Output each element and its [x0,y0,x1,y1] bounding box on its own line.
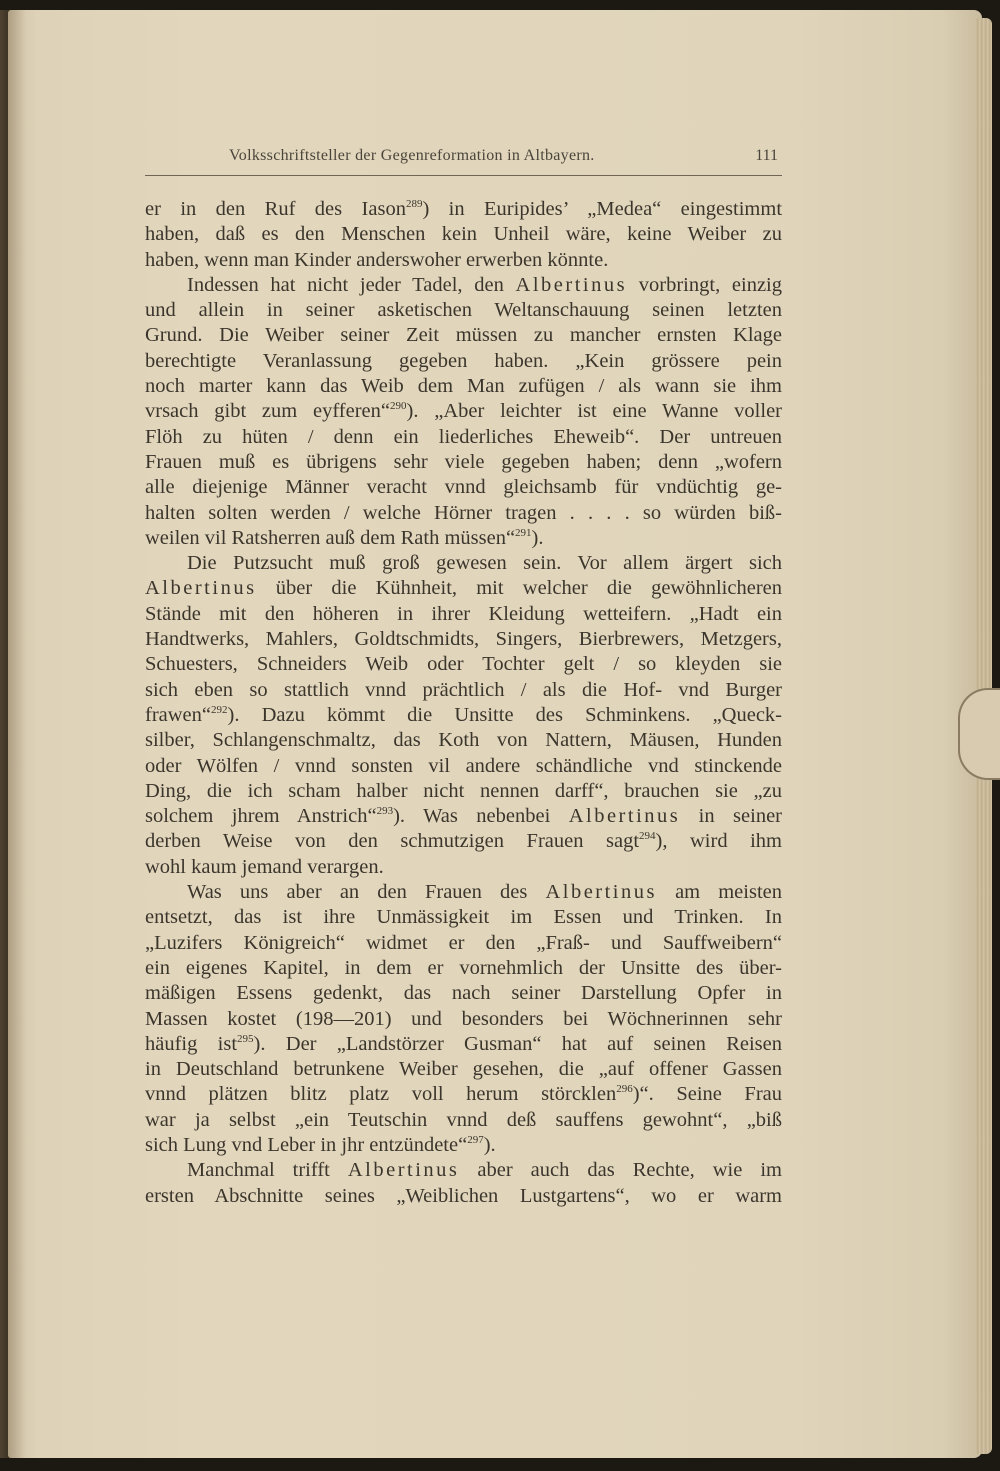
spaced-name: Albertinus [568,805,681,828]
line-text: weilen vil Ratsherren auß dem Rath müssen“ [145,526,516,549]
line-text: Flöh zu hüten / denn ein liederliches Eheweib“. Der untreuen [145,425,782,448]
text-line [145,298,782,323]
line-text: sich eben so stattlich vnnd prächtlich / als die Hof- vnd Burger [145,678,782,701]
line-text: über die Kühnheit, mit welcher die gewöhnlicheren [256,577,782,600]
line-text: ). [483,1133,496,1156]
line-text: )“. Seine Frau [632,1083,783,1106]
text-line [145,425,782,450]
line-text: ). Was nebenbei [393,805,569,828]
text-line [145,399,782,424]
line-text: war ja selbst „ein Teutschin vnnd deß sauffens gewohnt“, „biß [145,1108,782,1131]
page-number: 111 [755,147,778,164]
line-text: ). Der „Landstörzer Gusman“ hat auf seinen Reisen [253,1032,782,1055]
text-line [145,450,782,475]
text-line [145,551,782,576]
line-text: vnnd plätzen blitz platz voll herum störcklen [145,1083,617,1106]
line-text: ), wird ihm [655,830,782,853]
line-text: mäßigen Essens gedenkt, das nach seiner Darstellung Opfer in [145,982,782,1005]
line-text: Was uns aber an den Frauen des [187,881,546,904]
text-line [145,829,782,854]
text-line [145,576,782,601]
line-text: Manchmal trifft [187,1159,348,1182]
text-line [145,1057,782,1082]
running-title: Volksschriftsteller der Gegenreformation in Altbayern. [229,147,595,164]
body-text [145,197,782,1209]
text-line [145,627,782,652]
line-text: ). Dazu kömmt die Unsitte des Schminkens. „Queck- [227,703,782,726]
text-line [145,931,782,956]
line-text: Frauen muß es übrigens sehr viele gegeben haben; denn „wofern [145,450,782,473]
line-text: frawen“ [145,703,212,726]
line-text: ). [531,526,544,549]
line-text: ein eigenes Kapitel, in dem er vornehmlich der Unsitte des über- [145,956,782,979]
text-line [145,501,782,526]
line-text: vorbringt, einzig [627,273,782,296]
text-line [145,1108,782,1133]
text-line [145,804,782,829]
line-text: Grund. Die Weiber seiner Zeit müssen zu mancher ernsten Klage [145,324,782,347]
line-text: ersten Abschnitte seines „Weiblichen Lustgartens“, wo er warm [145,1184,782,1207]
text-line [145,1082,782,1107]
footnote-ref: 293 [376,805,394,818]
text-line [145,779,782,804]
text-line [145,905,782,930]
line-text: und allein in seiner asketischen Weltanschauung seinen letzten [145,299,782,322]
text-line [145,703,782,728]
line-text: Handtwerks, Mahlers, Goldtschmidts, Singers, Bierbrewers, Metzgers, [145,628,782,651]
line-text: in Deutschland betrunkene Weiber gesehen, die „auf offener Gassen [145,1058,782,1081]
text-line [145,754,782,779]
running-header [145,145,782,176]
line-text: Stände mit den höheren in ihrer Kleidung wetteifern. „Hadt ein [145,602,782,625]
line-text: solchem jhrem Anstrich“ [145,805,377,828]
text-line [145,880,782,905]
footnote-ref: 295 [237,1032,254,1045]
line-text: alle diejenige Männer veracht vnnd gleichsamb für vndüchtig ge- [145,476,782,499]
text-line [145,1007,782,1032]
spaced-name: Albertinus [145,577,257,600]
text-line [145,374,782,399]
text-line [145,855,782,880]
text-line [145,1158,782,1183]
text-line [145,197,782,222]
line-text: am meisten [656,881,782,904]
text-line [145,222,782,247]
text-line [145,273,782,298]
text-line [145,678,782,703]
line-text: Schuesters, Schneiders Weib oder Tochter gelt / so kleyden sie [145,653,782,676]
footnote-ref: 290 [390,400,407,413]
line-text: silber, Schlangenschmaltz, das Koth von Nattern, Mäusen, Hunden [145,729,782,752]
text-line [145,248,782,273]
line-text: haben, wenn man Kinder anderswoher erwerben könnte. [145,248,609,271]
line-text: ) in Euripides’ „Medea“ eingestimmt [422,198,783,220]
line-text: Massen kostet (198—201) und besonders bei Wöchnerinnen sehr [145,1007,782,1030]
spaced-name: Albertinus [347,1159,460,1182]
footnote-ref: 294 [639,830,656,843]
text-line [145,349,782,374]
text-line [145,728,782,753]
line-text: noch marter kann das Weib dem Man zufügen / als wann sie ihm [145,375,782,398]
spaced-name: Albertinus [545,881,657,904]
line-text: aber auch das Rechte, wie im [459,1159,782,1182]
text-line [145,1133,782,1158]
binding-shadow [0,10,26,1458]
line-text: derben Weise von den schmutzigen Frauen sagt [145,830,640,853]
line-text: Ding, die ich scham halber nicht nennen darff“, brauchen sie „zu [145,779,782,802]
line-text: entsetzt, das ist ihre Unmässigkeit im Essen und Trinken. In [145,906,782,929]
line-text: vrsach gibt zum eyfferen“ [145,400,391,423]
line-text: Indessen hat nicht jeder Tadel, den [187,273,516,296]
line-text: ). „Aber leichter ist eine Wanne voller [406,400,782,423]
line-text: er in den Ruf des Iason [145,198,406,220]
footnote-ref: 292 [211,703,228,716]
line-text: Die Putzsucht muß groß gewesen sein. Vor allem ärgert sich [187,552,782,575]
line-text: „Luzifers Königreich“ widmet er den „Fraß- und Sauffweibern“ [145,931,782,954]
line-text: haben, daß es den Menschen kein Unheil wäre, keine Weiber zu [145,223,782,246]
text-line [145,981,782,1006]
text-line [145,323,782,348]
page-tab-marker [958,688,1000,780]
line-text: in seiner [680,805,782,828]
text-line [145,475,782,500]
text-line [145,526,782,551]
line-text: oder Wölfen / vnnd sonsten vil andere schändliche vnd stinckende [145,754,782,777]
text-line [145,1032,782,1057]
footnote-ref: 297 [467,1133,484,1146]
footnote-ref: 296 [616,1083,633,1096]
text-line [145,652,782,677]
line-text: halten solten werden / welche Hörner tragen . . . . so würden biß- [145,501,782,524]
text-line [145,602,782,627]
line-text: sich Lung vnd Leber in jhr entzündete“ [145,1133,468,1156]
spaced-name: Albertinus [515,273,628,296]
line-text: wohl kaum jemand verargen. [145,855,384,878]
footnote-ref: 289 [405,198,423,210]
footnote-ref: 291 [515,526,532,539]
line-text: häufig ist [145,1032,238,1055]
text-line [145,1184,782,1209]
text-line [145,956,782,981]
line-text: berechtigte Veranlassung gegeben haben. „Kein grössere pein [145,349,782,372]
